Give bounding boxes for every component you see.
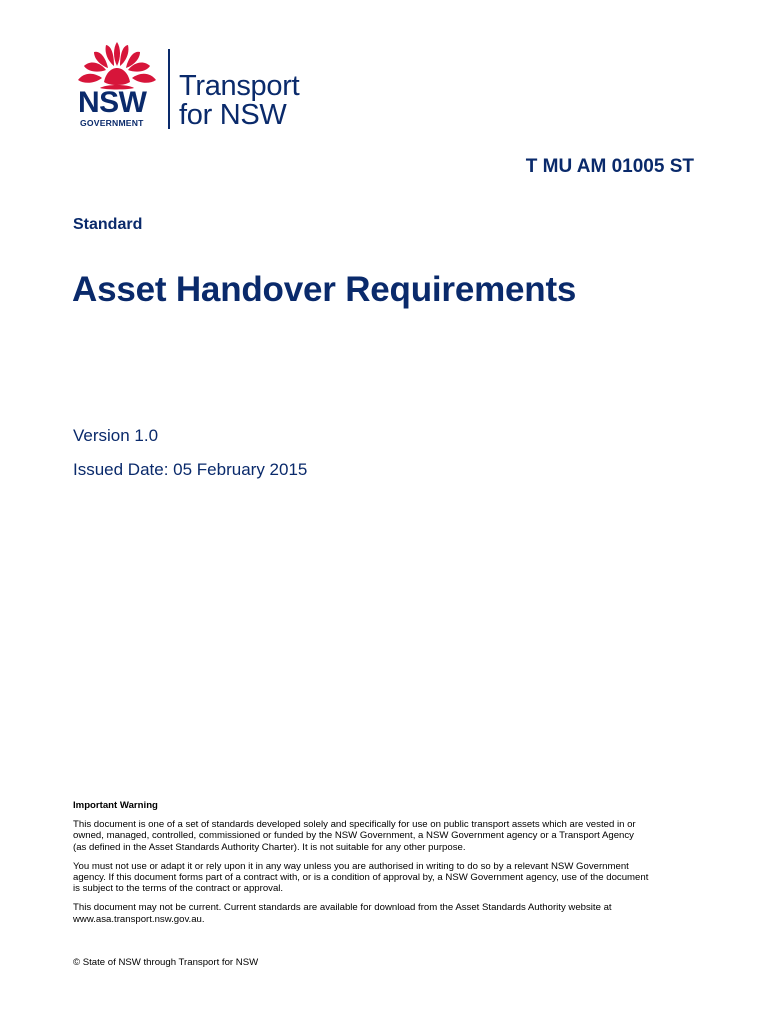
important-warning [73,800,701,933]
transport-for-nsw-logo [76,42,326,132]
issued-date: Issued Date: 05 February 2015 [73,460,308,479]
warning-p1-line3: (as defined in the Asset Standards Authority Charter). It is not suitable for any other purpose. [73,841,466,853]
warning-p3-line1: This document may not be current. Current standards are available for download from the Asset Standards Authority website at [73,902,612,914]
warning-p1-line2: owned, managed, controlled, commissioned or funded by the NSW Government, a NSW Government agency or a Transport Agency [73,830,634,842]
agency-name-line2: for NSW [179,99,287,131]
warning-heading: Important Warning [73,800,158,811]
warning-paragraph-1 [73,819,701,853]
document-type: Standard [73,216,143,233]
copyright-notice: © State of NSW through Transport for NSW [73,957,259,968]
warning-p1-line1: This document is one of a set of standards developed solely and specifically for use on public transport assets which are vested in or [73,819,636,831]
document-title: Asset Handover Requirements [72,270,577,309]
document-code: T MU AM 01005 ST [525,156,694,177]
government-wordmark: GOVERNMENT [80,118,144,128]
warning-website-link[interactable]: www.asa.transport.nsw.gov.au. [73,913,205,925]
agency-name-line1: Transport [179,70,300,102]
warning-p2-line1: You must not use or adapt it or rely upon it in any way unless you are authorised in writing to do so by a relevant NSW Government [73,860,629,872]
warning-p2-line2: agency. If this document forms part of a contract with, or is a condition of approval by, a NSW Government agency, use of the document [73,872,649,884]
waratah-icon [76,42,158,90]
warning-paragraph-2 [73,861,701,895]
warning-paragraph-3 [73,902,701,924]
document-version: Version 1.0 [73,426,159,445]
nsw-wordmark: NSW [78,86,147,119]
logo-divider [168,49,170,129]
warning-p2-line3: is subject to the terms of the contract or approval. [73,883,284,895]
